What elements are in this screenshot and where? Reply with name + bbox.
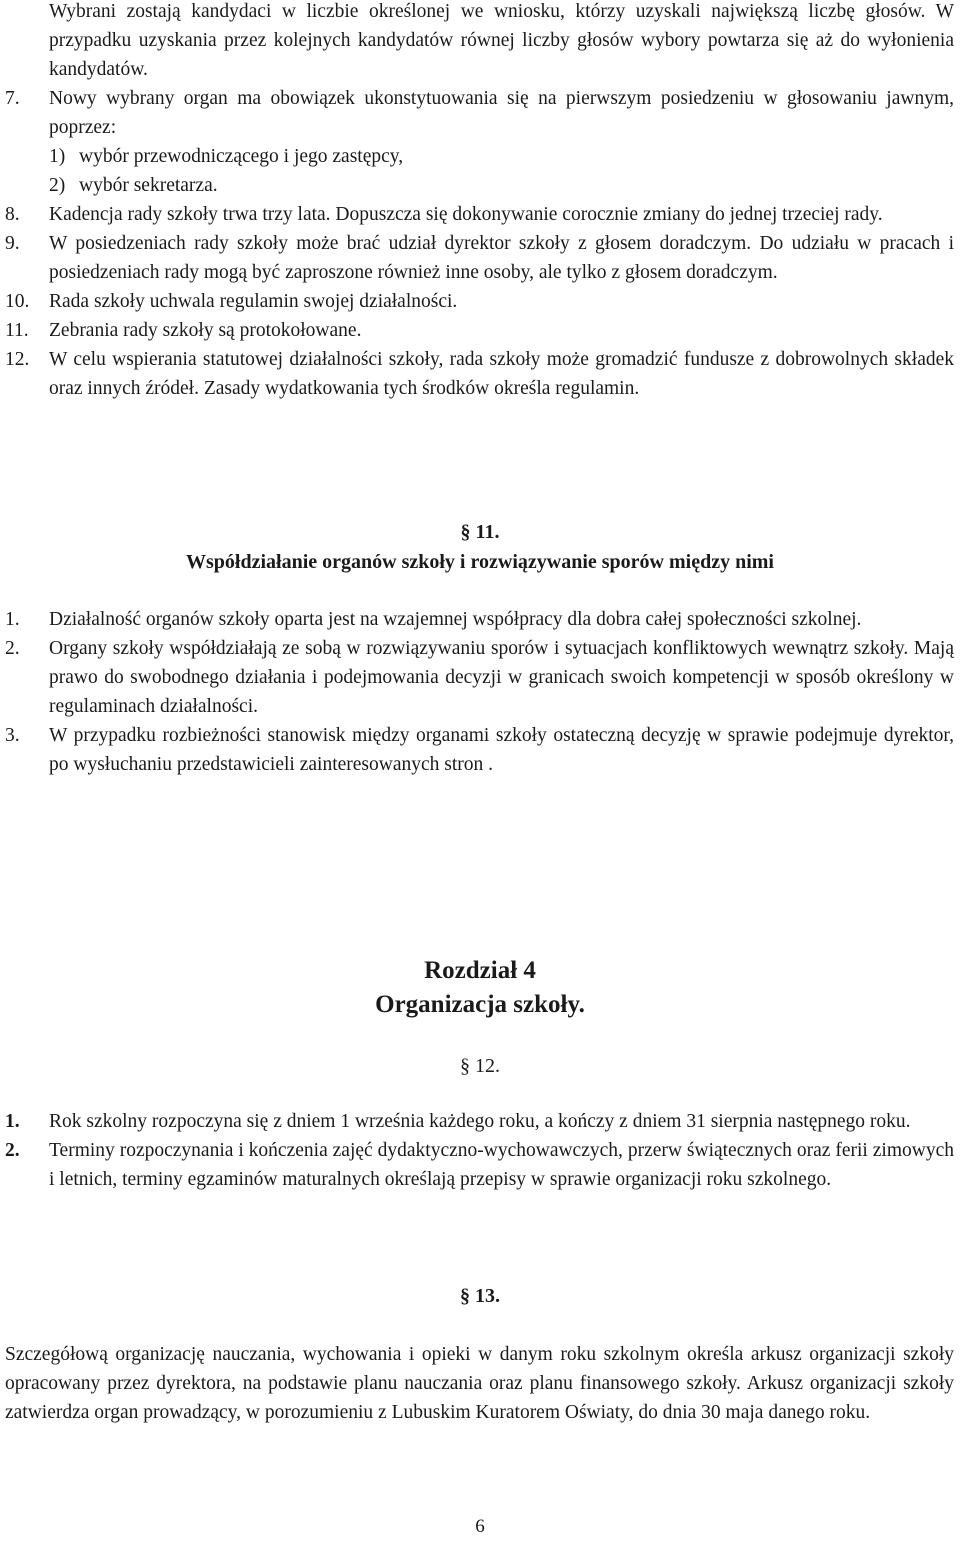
item-text: Organy szkoły współdziałają ze sobą w rozwiązywaniu sporów i sytuacjach konfliktowych wewnątrz szkoły. Mają prawo do swobodnego działania i podejmowania decyzji w granicach swoich kompetencji w sposób określony w regulaminach działalności. (49, 638, 954, 717)
item-text: Rok szkolny rozpoczyna się z dniem 1 września każdego roku, a kończy z dniem 31 sierpnia następnego roku. (49, 1111, 911, 1132)
item-text: Działalność organów szkoły oparta jest na wzajemnej współpracy dla dobra całej społeczności szkolnej. (49, 609, 862, 630)
item-text: Rada szkoły uchwala regulamin swojej działalności. (49, 291, 458, 312)
sub-item-number: 1) (49, 146, 66, 167)
list-item (0, 345, 960, 403)
chapter-title: Organizacja szkoły. (375, 991, 585, 1018)
list-item (0, 721, 960, 779)
item-number: 1. (5, 1111, 20, 1132)
list-item (0, 287, 960, 316)
section-13-paragraph: Szczegółową organizację nauczania, wychowania i opieki w danym roku szkolnym określa arkusz organizacji szkoły opracowany przez dyrektora, na podstawie planu nauczania oraz planu finansowego szkoły. Arkusz organizacji szkoły zatwierdza organ prowadzący, w porozumieniu z Lubuskim Kuratorem Oświaty, do dnia 30 maja danego roku. (5, 1344, 954, 1423)
list-item (0, 229, 960, 287)
item-number: 12. (5, 349, 30, 370)
item-text: W przypadku rozbieżności stanowisk między organami szkoły ostateczną decyzję w sprawie podejmuje dyrektor, po wysłuchaniu przedstawicieli zainteresowanych stron . (49, 725, 954, 775)
list-item (0, 605, 960, 634)
item-text: W posiedzeniach rady szkoły może brać udział dyrektor szkoły z głosem doradczym. Do udziału w pracach i posiedzeniach rady mogą być zaproszone również inne osoby, ale tylko z głosem doradczym. (49, 233, 954, 283)
item-number: 2. (5, 1140, 20, 1161)
list-item (0, 200, 960, 229)
sub-item (0, 171, 960, 200)
item-number: 11. (5, 320, 29, 341)
item-text: W celu wspierania statutowej działalności szkoły, rada szkoły może gromadzić fundusze z dobrowolnych składek oraz innych źródeł. Zasady wydatkowania tych środków określa regulamin. (49, 349, 954, 399)
item-number: 8. (5, 204, 20, 225)
item-number: 7. (5, 88, 20, 109)
list-item (0, 316, 960, 345)
list-item (0, 1107, 960, 1136)
page-number: 6 (475, 1516, 485, 1537)
item-number: 1. (5, 609, 20, 630)
item-text: Nowy wybrany organ ma obowiązek ukonstytuowania się na pierwszym posiedzeniu w głosowaniu jawnym, poprzez: (49, 88, 954, 138)
chapter-label: Rozdział 4 (424, 957, 536, 984)
section-12-list (0, 1107, 960, 1194)
list-item (0, 84, 960, 142)
item-number: 10. (5, 291, 30, 312)
list-item (0, 1136, 960, 1194)
section-11-title: Współdziałanie organów szkoły i rozwiązywanie sporów między nimi (186, 551, 774, 573)
list-item (0, 634, 960, 721)
item-text: Terminy rozpoczynania i kończenia zajęć dydaktyczno-wychowawczych, przerw świątecznych oraz ferii zimowych i letnich, terminy egzaminów maturalnych określają przepisy w sprawie organizacji roku szkolnego. (49, 1140, 954, 1190)
section-11-list (0, 605, 960, 779)
item-text: Zebrania rady szkoły są protokołowane. (49, 320, 362, 341)
item-number: 9. (5, 233, 20, 254)
section-13-number: § 13. (460, 1285, 500, 1307)
continuation-paragraph: Wybrani zostają kandydaci w liczbie określonej we wniosku, którzy uzyskali największą liczbę głosów. W przypadku uzyskania przez kolejnych kandydatów równej liczby głosów wybory powtarza się aż do wyłonienia kandydatów. (49, 1, 954, 80)
section-12-number: § 12. (460, 1055, 500, 1077)
item-number: 2. (5, 638, 20, 659)
sub-item-text: wybór przewodniczącego i jego zastępcy, (79, 146, 404, 167)
item-number: 3. (5, 725, 20, 746)
section-13-body (0, 1340, 960, 1427)
section-11-number: § 11. (460, 521, 500, 543)
council-rules-block (0, 0, 960, 403)
sub-item-text: wybór sekretarza. (79, 175, 218, 196)
sub-item-number: 2) (49, 175, 66, 196)
item-text: Kadencja rady szkoły trwa trzy lata. Dopuszcza się dokonywanie corocznie zmiany do jednej trzeciej rady. (49, 204, 883, 225)
sub-item (0, 142, 960, 171)
